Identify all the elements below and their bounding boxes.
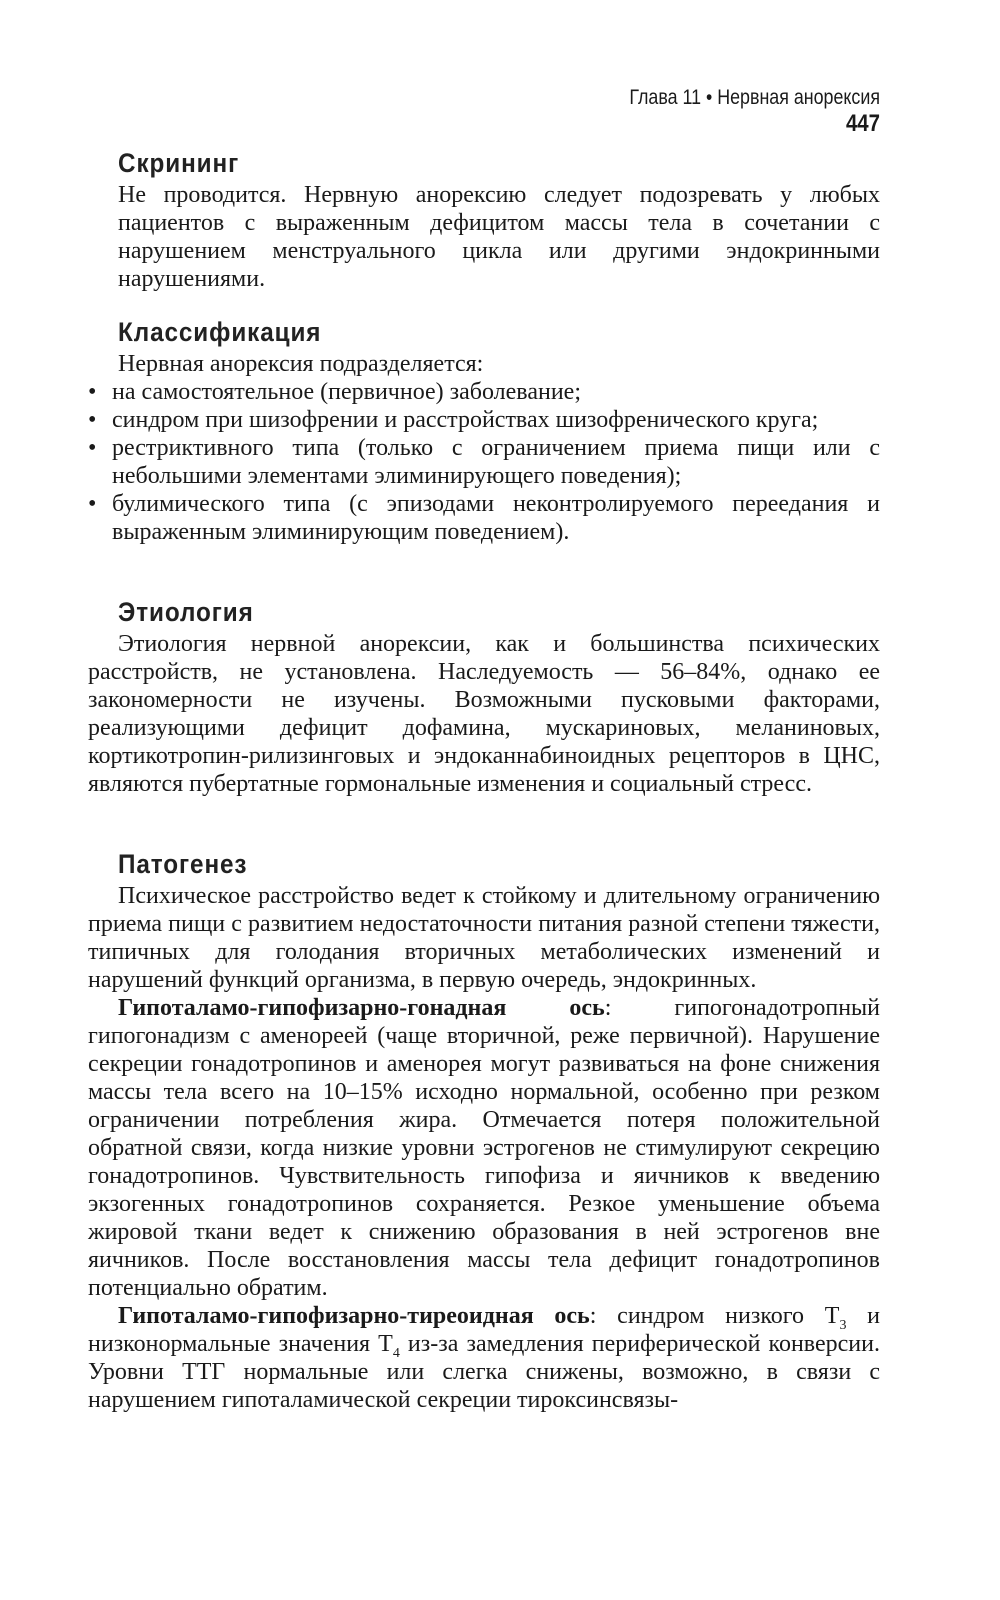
page-number: 447 [845, 110, 880, 137]
thyroid-text-b: и низконормальные значения T [88, 1303, 881, 1357]
term-thyroid-axis: Гипоталамо-гипофизарно-тиреоидная ось [118, 1303, 590, 1329]
term-gonadal-axis: Гипоталамо-гипофизарно-гонадная ось [118, 995, 605, 1021]
bullet-separator: • [705, 86, 713, 109]
classification-intro: Нервная анорексия подразделяется: [118, 351, 484, 377]
classification-list [88, 378, 880, 546]
heading-classification: Классификация [118, 317, 322, 347]
heading-screening: Скрининг [118, 148, 240, 178]
subscript-3: 3 [839, 1317, 847, 1333]
section-screening [118, 145, 880, 293]
section-etiology [88, 594, 880, 798]
thyroid-text-c: из-за замедления периферической конверсии. Уровни ТТГ нормальные или слегка снижены, возможно, в связи с нарушением гипоталамической секреции тироксинсвязы- [88, 1331, 880, 1413]
paragraph-pathogenesis-intro: Психическое расстройство ведет к стойкому и длительному ограничению приема пищи с развитием недостаточности питания разной степени тяжести, типичных для голодания вторичных метаболических изменений и нарушений функций организма, в первую очередь, эндокринных. [88, 883, 880, 993]
gonadal-text: : гипогонадотропный гипогонадизм с аменореей (чаще вторичной, реже первичной). Нарушение секреции гонадотропинов и аменорея могут развиваться на фоне снижения массы тела всего на 10–15% исходно нормальной, особенно при резком ограничении потребления жира. Отмечается потеря положительной обратной связи, когда низкие уровни эстрогенов не стимулируют секрецию гонадотропинов. Чувствительность гипофиза и яичников к введению экзогенных гонадотропинов сохраняется. Резкое уменьшение объема жировой ткани ведет к снижению образования в ней эстрогенов вне яичников. После восстановления массы тела дефицит гонадотропинов потенциально обратим. [88, 995, 880, 1301]
paragraph-etiology: Этиология нервной анорексии, как и большинства психических расстройств, не установлена. Наследуемость — 56–84%, однако ее закономерности не изучены. Возможными пусковыми факторами, реализующими дефицит дофамина, мускариновых, меланиновых, кортикотропин-рилизинговых и эндоканнабиноидных рецепторов в ЦНС, являются пубертатные гормональные изменения и социальный стресс. [88, 631, 880, 797]
running-header [574, 86, 880, 138]
chapter-number: Глава 11 [629, 86, 702, 109]
heading-pathogenesis: Патогенез [118, 849, 248, 879]
paragraph-gonadal-axis [88, 994, 880, 1302]
heading-etiology: Этиология [118, 597, 254, 627]
paragraph-thyroid-axis [88, 1302, 880, 1414]
list-item: • булимического типа (с эпизодами неконтролируемого переедания и выраженным элиминирующим поведением). [88, 490, 880, 546]
thyroid-text-a: : синдром низкого T [589, 1303, 840, 1329]
list-item: • на самостоятельное (первичное) заболевание; [88, 378, 880, 406]
subscript-4: 4 [392, 1345, 400, 1361]
chapter-title: Нервная анорексия [717, 86, 880, 109]
section-pathogenesis [88, 846, 881, 1414]
list-item: • рестриктивного типа (только с ограничением приема пищи или с небольшими элементами элиминирующего поведения); [88, 434, 880, 490]
section-classification [112, 314, 880, 546]
list-item: • синдром при шизофрении и расстройствах шизофренического круга; [88, 406, 880, 434]
paragraph-screening: Не проводится. Нервную анорексию следует подозревать у любых пациентов с выраженным дефицитом массы тела в сочетании с нарушением менструального цикла или другими эндокринными нарушениями. [118, 182, 880, 292]
